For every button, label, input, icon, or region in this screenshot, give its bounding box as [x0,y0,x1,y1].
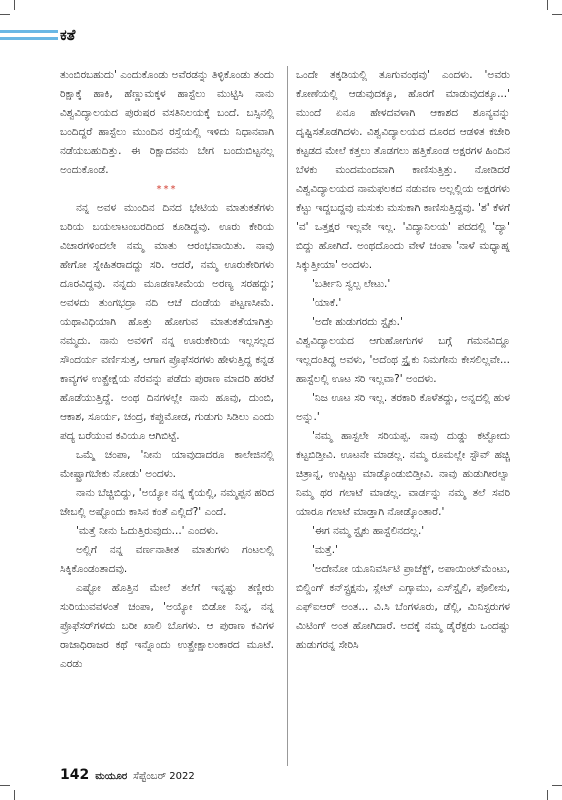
paragraph: 'ಬರ್ತೀನಿ ಸ್ವಲ್ಪ ಲೇಟು.' [312,278,391,290]
page-number: 142 [60,767,90,783]
crop-mark [0,14,10,15]
header-rule [0,37,58,40]
crop-mark [0,785,10,786]
page-footer [60,767,195,783]
paragraph: 'ಈಗ ನಮ್ಮ ಸ್ಟೈಕು ಹಾಸ್ಟೆಲಿನದಲ್ಲ.' [312,525,425,537]
crop-mark [14,0,15,10]
paragraph: ನಾನು ಬೆಚ್ಚಿಬಿದ್ದು, 'ಅಯ್ಯೋ ನನ್ನ ಕೈಯಲ್ಲಿ, ನಮ್ಮಪ್ಪನ ಹರಿದ ಜೇಬಲ್ಲಿ ಅಷ್ಟೊಂದು ಕಾಸಿನ ಕಂತೆ ಎಲ್ಲಿದೆ?' ಎಂದೆ. [60,487,274,518]
paragraph: ತುಂಬಿರಬಹುದು' ಎಂದುಕೊಂಡು ಅವೆರಡನ್ನು ತಿಳ್ಳಿಕೊಂಡು ತಂದು ರಿಕ್ಷಾಕ್ಕೆ ಹಾಕಿ, ಹೆಣ್ಣುಮಕ್ಕಳ ಹಾಸ್ಟೆಲು ಮುಟ್ಟಿಸಿ ನಾನು ವಿಶ್ವವಿದ್ಯಾಲಯದ ಪುರುಷರ ವಸತಿನಿಲಯಕ್ಕೆ ಬಂದೆ. ಬಸ್ಸಿನಲ್ಲಿ ಬಂದಿದ್ದರೆ ಹಾಸ್ಟೆಲು ಮುಂದಿನ ರಸ್ತೆಯಲ್ಲಿ ಇಳಿದು ನಿಧಾನವಾಗಿ ನಡೆಯಬಹುದಿತ್ತು. ಈ ರಿಕ್ಷಾದವನು ಬೇಗ ಬಂದುಬಿಟ್ಟನಲ್ಲ ಅಂದುಕೊಂಡೆ. [60,69,274,176]
crop-mark [552,785,562,786]
crop-mark [547,0,548,10]
crop-mark [552,14,562,15]
paragraph: 'ಅದೇ ಹುಡುಗರದು ಸ್ಟೈಕು.' [312,316,403,328]
column-divider [287,66,288,766]
paragraph: ಒಮ್ಮೆ ಚಂಪಾ, 'ನೀನು ಯಾವುದಾದರೂ ಕಾಲೇಜಿನಲ್ಲಿ ಮೇಷ್ಟ್ರಾಗಬೇಕು ನೋಡು' ಅಂದಳು. [60,449,274,480]
paragraph: 'ಮತ್ತೆ ನೀನು ಓದುತ್ತಿರುವುದು...' ಎಂದಳು. [76,525,219,537]
right-column [296,66,510,766]
paragraph: ವಿಶ್ವವಿದ್ಯಾಲಯದ ಆಗುಹೋಗುಗಳ ಬಗ್ಗೆ ಗಮನವಿದ್ದೂ ಇಲ್ಲದಂತಿದ್ದ ಅವಳು, 'ಅದೆಂಥ ಸ್ಟ್ರೈಕು ನಿಮಗೇನು ಕೇಸಲಿಲ್ಲವೇ... ಹಾಸ್ಟೆಲಲ್ಲಿ ಊಟ ಸರಿ ಇಲ್ಲವಾ?' ಅಂದಳು. [296,335,510,385]
crop-mark [14,790,15,800]
paragraph: 'ಯಾಕೆ.' [312,297,342,309]
magazine-name: ಮಯೂರ [95,771,128,782]
paragraph: ಅಲ್ಲಿಗೆ ನನ್ನ ವರ್ಣನಾತೀತ ಮಾತುಗಳು ಗಂಟಲಲ್ಲಿ ಸಿಕ್ಕಿಕೊಂಡಂತಾದವು. [60,544,274,575]
paragraph: ಒಂದೇ ತಕ್ಕಡಿಯಲ್ಲಿ ತೂಗುವಂಥವು' ಎಂದಳು. 'ಅವರು ಕೋಣೆಯಲ್ಲಿ ಆಡುವುದಕ್ಕೂ, ಹೊರಗೆ ಮಾಡುವುದಕ್ಕೂ...' ಮುಂದೆ ಏನೂ ಹೇಳದವಳಾಗಿ ಆಕಾಶದ ಶೂನ್ಯವನ್ನು ದೃಷ್ಟಿಸತೊಡಗಿದಳು. ವಿಶ್ವವಿದ್ಯಾಲಯದ ದೂರದ ಆಡಳಿತ ಕಚೇರಿ ಕಟ್ಟಡದ ಮೇಲೆ ಕತ್ತಲು ತೊಡಗಲು ಹತ್ತಿಕೊಂಡ ಅಕ್ಷರಗಳ ಹಿಂದಿನ ಬೆಳಕು ಮಂದಮಂದವಾಗಿ ಕಾಣಿಸುತ್ತಿತ್ತು. ನೋಡಿದರೆ ವಿಶ್ವವಿದ್ಯಾಲಯದ ನಾಮಫಲಕದ ನಡುವಣ ಅಲ್ಲಲ್ಲಿಯ ಅಕ್ಷರಗಳು ಕೆಟ್ಟು ಇದ್ದಬದ್ದವು ಮಸುಕು ಮಸುಕಾಗಿ ಕಾಣಿಸುತ್ತಿದ್ದವು. 'ಶ' ಕೆಳಗೆ 'ವ' ಒತ್ತಕ್ಷರ ಇಲ್ಲವೇ ಇಲ್ಲ. 'ವಿದ್ಯಾನಿಲಯ' ಪದದಲ್ಲಿ 'ದ್ಯಾ' ಬಿದ್ದು ಹೋಗಿದೆ. ಅಂಥದೊಂದು ವೇಳೆ ಚಂಪಾ 'ನಾಳೆ ಮಧ್ಯಾಹ್ನ ಸಿಕ್ಕುತ್ತೀಯಾ' ಅಂದಳು. [296,69,510,271]
crop-mark [547,790,548,800]
left-column [60,66,274,766]
header-rule [0,30,58,33]
issue-date: ಸೆಪ್ಟೆಂಬರ್ 2022 [133,771,195,782]
paragraph: 'ನಮ್ಮ ಹಾಸ್ಟಲೇ ಸರಿಯಪ್ಪ. ನಾವು ದುಡ್ಡು ಕಟ್ಟೋದು ಕಟ್ಟಬಿಡ್ತೀವಿ. ಊಟನೇ ಮಾಡಲ್ಲ. ನಮ್ಮ ರೂಮಲ್ಲೇ ಸ್ಟೌವ್ ಹಚ್ಚಿ ಚಿತ್ರಾನ್ನ, ಉಪ್ಪಿಟ್ಟು ಮಾಡ್ಕೊಂಡುಬಿಡ್ತೀವಿ. ನಾವು ಹುಡುಗೀರಲ್ವಾ ನಿಮ್ಮ ಥರ ಗಲಾಟೆ ಮಾಡಲ್ಲ. ವಾರ್ಡನ್ನು ನಮ್ಮ ತಲೆ ಸವರಿ ಯಾರೂ ಗಲಾಟೆ ಮಾಡ್ತಾಗಿ ನೋಡ್ಕೊಂತಾರೆ.' [296,430,510,518]
paragraph: ನನ್ನ ಅವಳ ಮುಂದಿನ ದಿನದ ಭೇಟಿಯ ಮಾತುಕತೆಗಳು ಬರಿಯ ಬಯಲಾಟಂಬರದಿಂದ ಕೂಡಿದ್ದವು. ಊರು ಕೇರಿಯ ವಿಚಾರಗಳಿಂದಲೇ ನಮ್ಮ ಮಾತು ಆರಂಭವಾಯಿತು. ನಾವು ಹೇಗೋ ಸ್ನೇಹಿತರಾದದ್ದು ಸರಿ. ಆದರೆ, ನಮ್ಮ ಊರುಕೇರಿಗಳು ದೂರವಿದ್ದವು. ನನ್ನದು ಮೂಡಣಸೀಮೆಯ ಅರಣ್ಯ ಸರಹದ್ದು; ಅವಳದು ತುಂಗಭದ್ರಾ ನದಿ ಆಚೆ ದಂಡೆಯ ಪಟ್ಟಣಸೀಮೆ. ಯಥಾವಿಧಿಯಾಗಿ ಹೊತ್ತು ಹೋಗುವ ಮಾತುಕತೆಯಾಗಿತ್ತು ನಮ್ಮದು. ನಾನು ಅವಳಿಗೆ ನನ್ನ ಊರುಕೇರಿಯ ಇಲ್ಲಸಲ್ಲದ ಸೌಂದರ್ಯ ವರ್ಣಿಸುತ್ತ, ಆಗಾಗ ಪ್ರೊಫೆಸರಗಳು ಹೇಳುತ್ತಿದ್ದ ಕನ್ನಡ ಕಾವ್ಯಗಳ ಉತ್ಪ್ರೇಕ್ಷೆಯ ನೆರವನ್ನು ಪಡೆದು ಪುರಾಣ ಮಾದರಿ ಹರಟೆ ಹೊಡೆಯುತ್ತಿದ್ದೆ. ಅಂಥ ದಿನಗಳಲ್ಲೇ ನಾನು ಹೂವು, ದುಂಬಿ, ಆಕಾಶ, ಸೂರ್ಯ, ಚಂದ್ರ, ಕಪ್ಪುಮೋಡ, ಗುಡುಗು ಸಿಡಿಲು ಎಂದು ಪದ್ಯ ಬರೆಯುವ ಕವಿಯೂ ಆಗಿಬಿಟ್ಟೆ. [60,202,274,442]
paragraph: 'ಮತ್ತೆ.' [312,544,338,556]
section-separator: *** [156,184,178,195]
section-title: ಕತೆ [60,26,76,44]
paragraph: ಎಷ್ಟೋ ಹೊತ್ತಿನ ಮೇಲೆ ತಲೆಗೆ ಇನ್ನಷ್ಟು ತಣ್ಣೀರು ಸುರಿಯುವವಳಂತೆ ಚಂಪಾ, 'ಅಯ್ಯೋ ಬಿಡೋ ನಿನ್ನ, ನನ್ನ ಪ್ರೊಫೆಸರ್‌ಗಳದು ಬರೀ ಖಾಲಿ ಬೊಗಳು. ಆ ಪುರಾಣ ಕವಿಗಳ ರಾಜಾಧಿರಾಜರ ಕಥೆ ಇನ್ನೊಂದು ಉತ್ಪ್ರೇಕ್ಷಾಲಂಕಾರದ ಮೂಟೆ. ಎರಡು [60,582,274,670]
paragraph: 'ಅದೇನೋ ಯೂನಿವರ್ಸಿಟಿ ಪ್ರಾಜೆಕ್ಟ್, ಅಪಾಯಿಂಟ್‌ಮೆಂಟು, ಬಿಲ್ಡಿಂಗ್ ಕನ್‌ಸ್ಟ್ರಕ್ಷನು, ಸ್ಲೇಟ್ ಎಗ್ಸಾಮು, ಎಸ್‌ಸ್ಟೈಲಿ, ಪೊಲೀಸು, ಎಫ್‌ಐಆರ್ ಅಂತ... ವಿ.ಸಿ ಬೆಂಗಳೂರು, ಡೆಲ್ಲಿ, ಮಿನಿಸ್ಟರುಗಳ ಮಿಟಿಂಗ್ ಅಂತ ಹೋಗಿದಾರೆ. ಅದಕ್ಕೆ ನಮ್ಮ ಡೈರೆಕ್ಟರು ಒಂದಷ್ಟು ಹುಡುಗರನ್ನ ಸೇರಿಸಿ [296,563,510,651]
paragraph: 'ನಿಜ ಊಟ ಸರಿ ಇಲ್ಲ. ತರಕಾರಿ ಕೊಳೆತದ್ದು, ಅನ್ನದಲ್ಲಿ ಹುಳ ಅನ್ನು.' [296,392,510,423]
